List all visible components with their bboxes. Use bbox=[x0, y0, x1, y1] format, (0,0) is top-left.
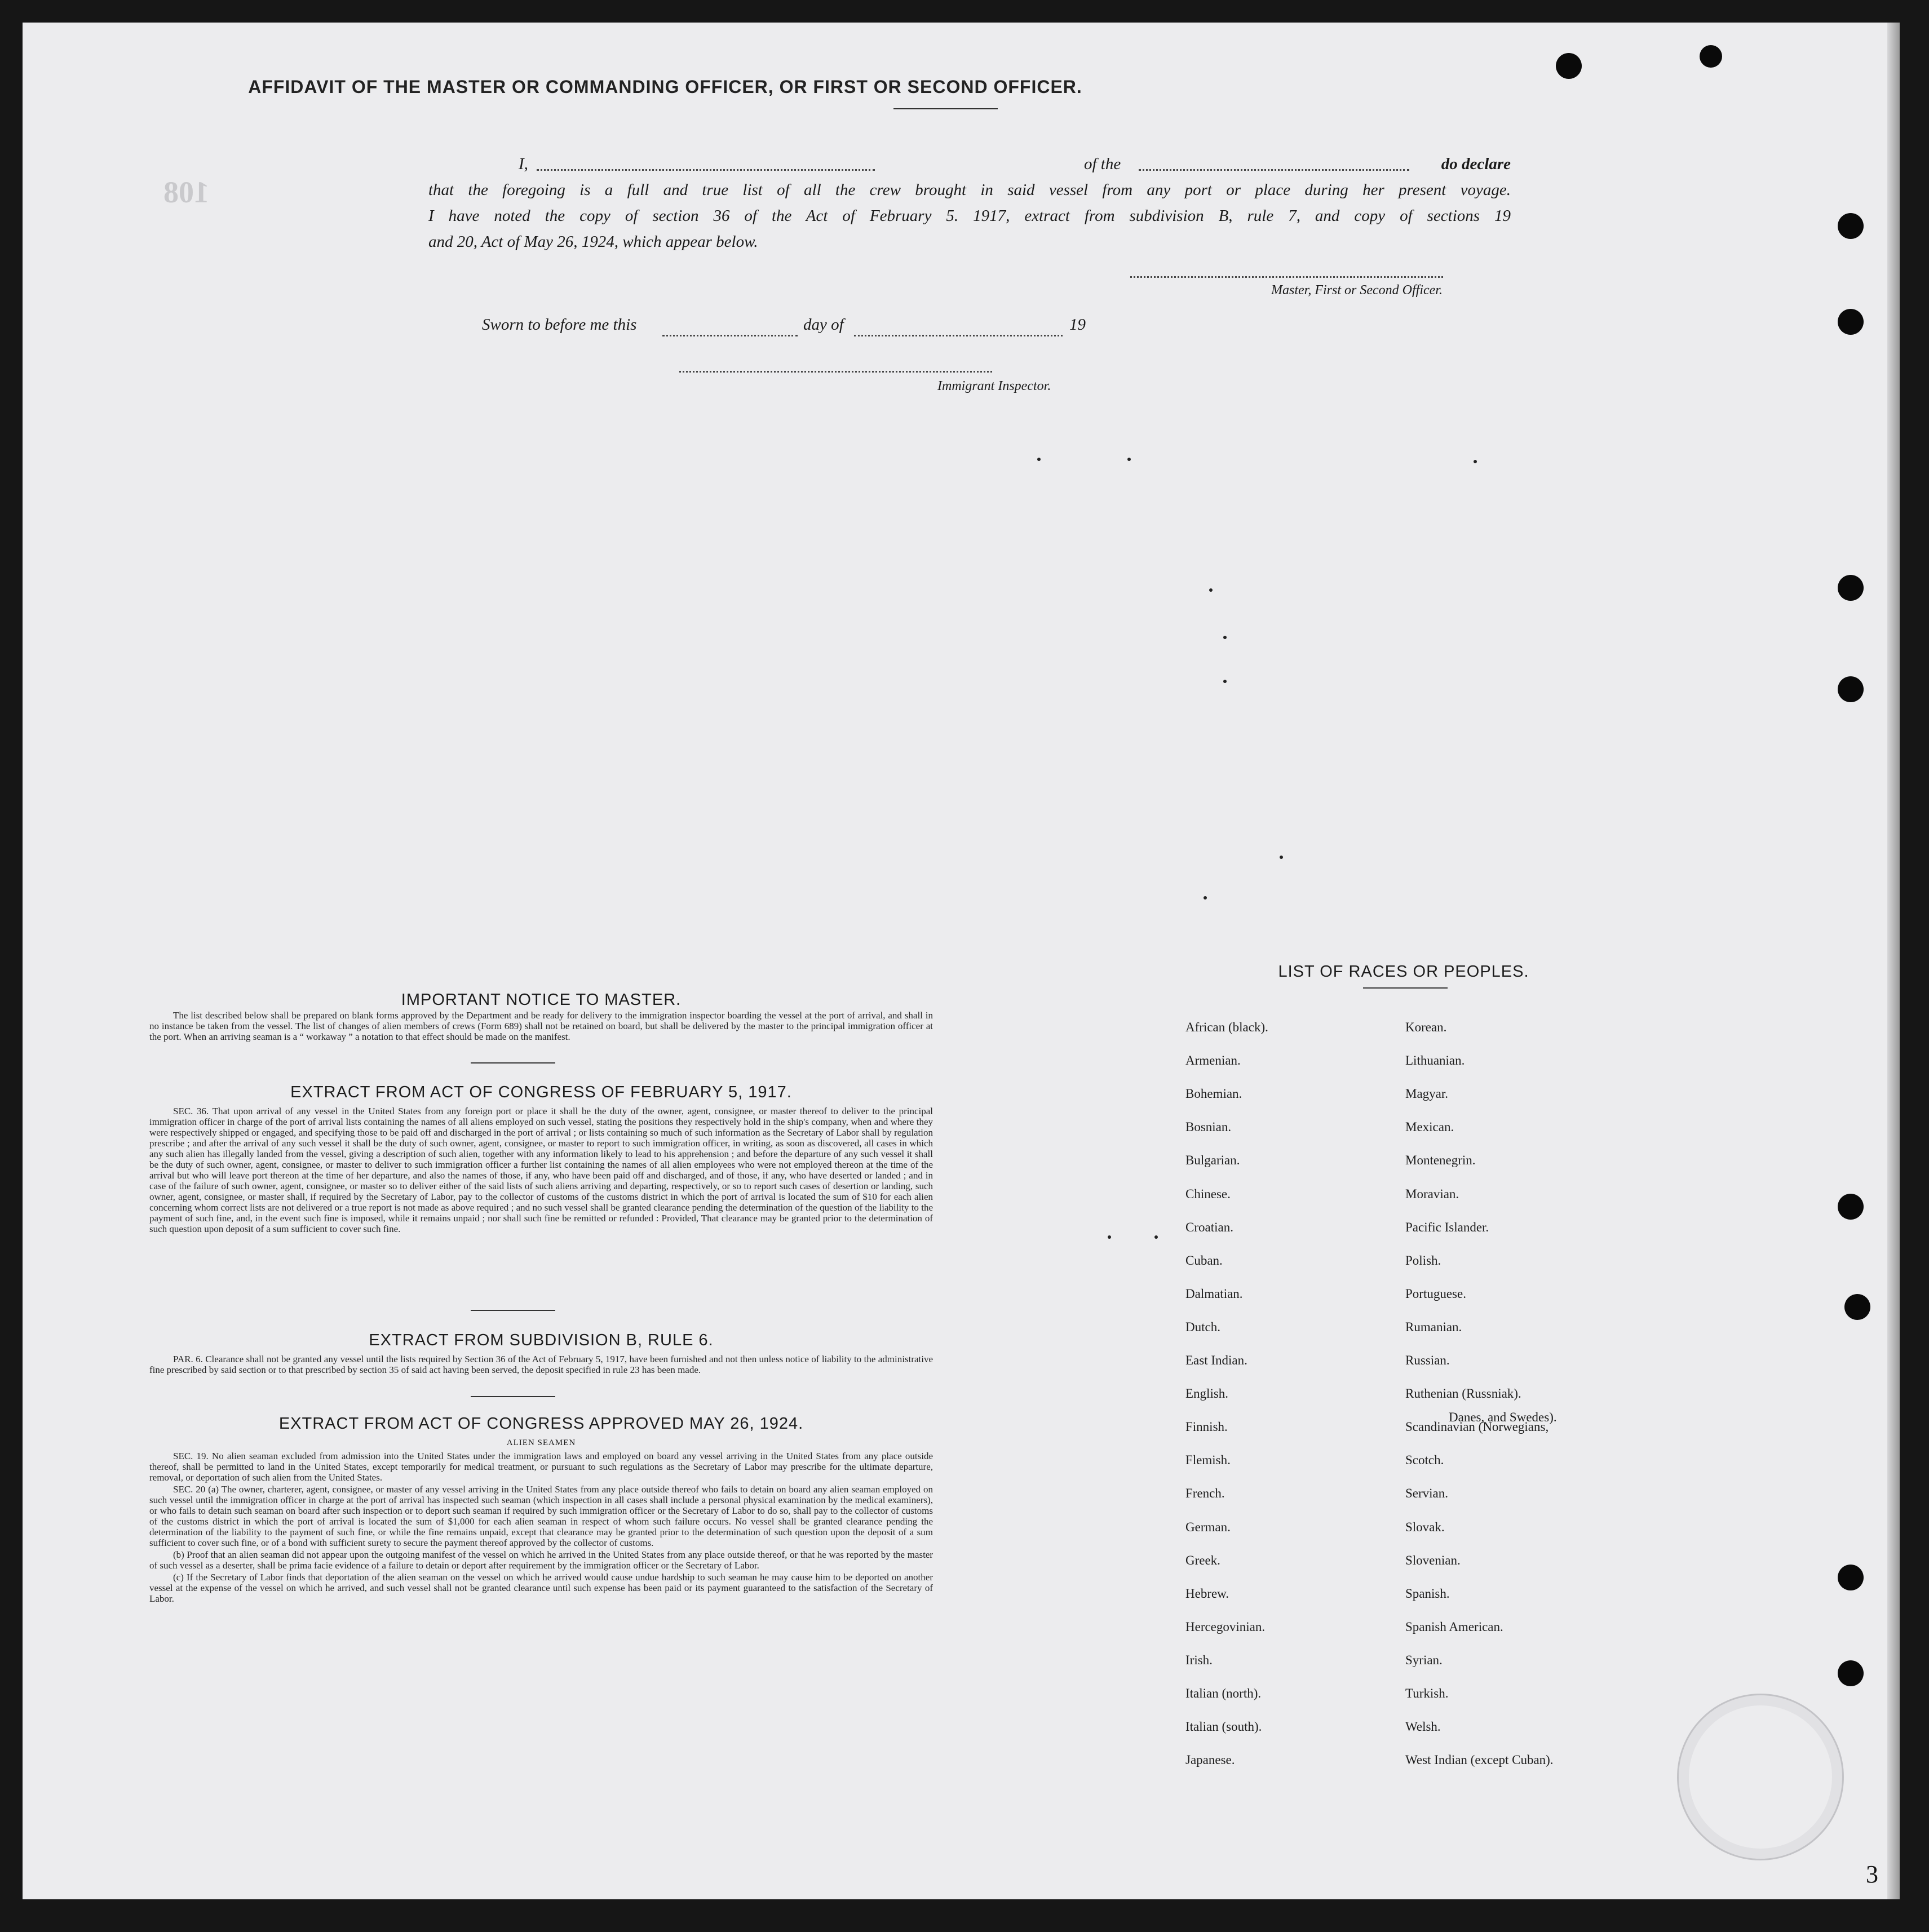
race-right-item: Slovenian. bbox=[1405, 1553, 1461, 1567]
sec20a-paragraph: SEC. 20 (a) The owner, charterer, agent, consignee, or master of any vessel arriving in the United States from any place outside thereof who fails to detain on board any alien seaman employed on such vessel until the immigration officer in charge at the port of arrival has inspected such seaman (which inspection in all cases shall include a personal physical examination by the medical examiners), or who fails to detain such seaman on board after such inspection or to deport such seaman if required by such immigration officer or the Secretary of Labor to do so, shall pay to the collector of customs of the customs district in which the port of arrival is located the sum of $1,000 for each alien seaman in respect of whom such failure occurs. No vessel shall be granted clearance pending the determination of the liability to the payment of such fine, or while the fine remains unpaid, except that clearance may be granted prior to the determination of such question upon the deposit of a sum sufficient to cover such fine, or of a bond with sufficient surety to secure the payment thereof approved by the collector of customs. bbox=[149, 1484, 933, 1548]
race-left-item: Cuban. bbox=[1185, 1253, 1223, 1268]
notice-text bbox=[149, 1010, 933, 1043]
bleed-through-number: 108 bbox=[163, 175, 209, 209]
race-left-item: French. bbox=[1185, 1486, 1225, 1501]
punch-hole bbox=[1556, 53, 1582, 79]
sworn-month-blank bbox=[854, 335, 1063, 336]
punch-hole bbox=[1838, 309, 1864, 335]
race-right-item: Servian. bbox=[1405, 1486, 1449, 1501]
speck bbox=[1037, 458, 1041, 461]
race-right-item: Korean. bbox=[1405, 1020, 1447, 1034]
speck bbox=[1127, 458, 1131, 461]
sworn-line bbox=[482, 316, 1102, 342]
punch-hole bbox=[1838, 575, 1864, 601]
rule6-rule bbox=[471, 1396, 555, 1397]
affidavit-title: AFFIDAVIT OF THE MASTER OR COMMANDING OFFICER, OR FIRST OR SECOND OFFICER. bbox=[248, 77, 1082, 97]
race-right-item: Polish. bbox=[1405, 1253, 1441, 1268]
race-right-item: Ruthenian (Russniak). bbox=[1405, 1386, 1521, 1401]
rule6-title: EXTRACT FROM SUBDIVISION B, RULE 6. bbox=[369, 1331, 714, 1349]
speck bbox=[1154, 1235, 1158, 1239]
extract-1924-text bbox=[149, 1451, 933, 1605]
punch-hole bbox=[1838, 1194, 1864, 1220]
race-left-item: Finnish. bbox=[1185, 1420, 1228, 1434]
race-left-item: Italian (north). bbox=[1185, 1686, 1262, 1700]
race-right-item: Turkish. bbox=[1405, 1686, 1449, 1700]
master-signature-line bbox=[1130, 276, 1443, 278]
rule6-text bbox=[149, 1354, 933, 1376]
race-left-item: Chinese. bbox=[1185, 1186, 1231, 1201]
vessel-blank bbox=[1139, 169, 1409, 171]
speck bbox=[1204, 896, 1207, 899]
name-blank bbox=[537, 169, 875, 171]
race-left-item: Dutch. bbox=[1185, 1319, 1220, 1334]
notice-title: IMPORTANT NOTICE TO MASTER. bbox=[401, 991, 682, 1009]
master-label: Master, First or Second Officer. bbox=[1271, 283, 1443, 298]
sworn-prefix: Sworn to before me this bbox=[482, 316, 637, 334]
race-right-item: Syrian. bbox=[1405, 1652, 1443, 1667]
speck bbox=[1223, 636, 1227, 639]
punch-hole bbox=[1700, 45, 1722, 68]
inspector-label: Immigrant Inspector. bbox=[937, 379, 1051, 393]
affidavit-i: I, bbox=[519, 155, 528, 173]
races-title-rule bbox=[1363, 987, 1448, 989]
race-left-item: Greek. bbox=[1185, 1553, 1220, 1567]
extract-1924-title: EXTRACT FROM ACT OF CONGRESS APPROVED MAY 26, 1924. bbox=[278, 1415, 804, 1433]
notice-paragraph: The list described below shall be prepared on blank forms approved by the Department and be ready for delivery to the immigration inspector boarding the vessel at the port of arrival, and shall in no instance be taken from the vessel. The list of changes of alien members of crews (Form 689) shall not be retained on board, but shall be delivered by the master to the principal immigration officer at the port. When an arriving seaman is a “ workaway ” a notation to that effect should be made on the manifest. bbox=[149, 1010, 933, 1042]
race-left-item: East Indian. bbox=[1185, 1353, 1247, 1367]
race-right-item: Spanish. bbox=[1405, 1586, 1450, 1601]
notice-rule bbox=[471, 1062, 555, 1064]
extract-1917-title: EXTRACT FROM ACT OF CONGRESS OF FEBRUARY 5, 1917. bbox=[290, 1083, 792, 1101]
races-title: LIST OF RACES OR PEOPLES. bbox=[1278, 963, 1529, 981]
document-page bbox=[23, 23, 1900, 1899]
affidavit-line3: I have noted the copy of section 36 of the Act of February 5. 1917, extract from subdivision B, rule 7, and copy of sections 19 bbox=[428, 207, 1511, 225]
race-right-item: Scandinavian (Norwegians, bbox=[1405, 1420, 1549, 1434]
speck bbox=[1223, 680, 1227, 683]
race-right-item: Welsh. bbox=[1405, 1720, 1441, 1734]
race-right-item: Spanish American. bbox=[1405, 1619, 1503, 1634]
sec20c-paragraph: (c) If the Secretary of Labor finds that deportation of the alien seaman on the vessel on which he arrived would cause undue hardship to such seaman he may cause him to be deported on another vessel at the expense of the vessel on which he arrived, and such vessel shall not be granted clearance until such expense has been paid or its payment guaranteed to the satisfaction of the Secretary of Labor. bbox=[149, 1572, 933, 1604]
punch-hole bbox=[1838, 1565, 1864, 1590]
race-left-item: Armenian. bbox=[1185, 1053, 1241, 1068]
punch-hole bbox=[1838, 676, 1864, 702]
race-left-item: German. bbox=[1185, 1519, 1231, 1534]
race-left-item: Dalmatian. bbox=[1185, 1286, 1243, 1301]
race-right-item: Moravian. bbox=[1405, 1186, 1459, 1201]
speck bbox=[1280, 856, 1283, 859]
rule6-paragraph: PAR. 6. Clearance shall not be granted any vessel until the lists required by Section 36 of the Act of February 5, 1917, have been furnished and not then unless notice of liability to the administrative fine prescribed by said section or to that prescribed by section 35 of said act having been served, the deposit specified in rule 23 has been made. bbox=[149, 1354, 933, 1375]
race-right-item: West Indian (except Cuban). bbox=[1405, 1753, 1554, 1767]
sworn-day-of: day of bbox=[803, 316, 844, 334]
race-scandinavian-line2: Danes, and Swedes). bbox=[1449, 1410, 1557, 1424]
punch-hole bbox=[1838, 213, 1864, 239]
sworn-day-blank bbox=[662, 335, 798, 336]
sworn-year: 19 bbox=[1069, 316, 1086, 334]
race-left-item: Italian (south). bbox=[1185, 1720, 1262, 1734]
race-right-item: Montenegrin. bbox=[1405, 1153, 1476, 1168]
race-right-item: Portuguese. bbox=[1405, 1286, 1466, 1301]
affidavit-line2: that the foregoing is a full and true list of all the crew brought in said vessel from any port or place during her present voyage. bbox=[428, 181, 1511, 199]
page-number: 3 bbox=[1866, 1860, 1878, 1888]
race-left-item: Bosnian. bbox=[1185, 1120, 1232, 1135]
race-left-item: Bohemian. bbox=[1185, 1087, 1242, 1101]
affidavit-line4: and 20, Act of May 26, 1924, which appear below. bbox=[428, 233, 758, 251]
race-right-item: Rumanian. bbox=[1405, 1319, 1462, 1334]
race-right-item: Pacific Islander. bbox=[1405, 1220, 1489, 1234]
extract-1917-rule bbox=[471, 1310, 555, 1311]
race-left-item: Bulgarian. bbox=[1185, 1153, 1240, 1168]
speck bbox=[1209, 588, 1213, 592]
race-left-item: Hebrew. bbox=[1185, 1586, 1229, 1601]
affidavit-body bbox=[428, 151, 1511, 255]
race-left-item: Irish. bbox=[1185, 1652, 1213, 1667]
archive-stamp bbox=[1677, 1694, 1844, 1860]
affidavit-title-rule bbox=[893, 108, 998, 109]
race-right-item: Magyar. bbox=[1405, 1087, 1449, 1101]
affidavit-declare: do declare bbox=[1441, 155, 1511, 173]
alien-seamen-subtitle: ALIEN SEAMEN bbox=[506, 1438, 576, 1447]
race-left-item: English. bbox=[1185, 1386, 1229, 1401]
race-left-item: Flemish. bbox=[1185, 1453, 1231, 1468]
race-right-item: Lithuanian. bbox=[1405, 1053, 1465, 1068]
race-right-item: Russian. bbox=[1405, 1353, 1450, 1367]
speck bbox=[1108, 1235, 1111, 1239]
page-edge-shadow bbox=[1887, 23, 1900, 1899]
speck bbox=[1474, 460, 1477, 463]
section-36-paragraph: SEC. 36. That upon arrival of any vessel in the United States from any foreign port or place it shall be the duty of the owner, agent, consignee, or master thereof to deliver to the principal immigration officer in charge of the port of arrival lists containing the names of all aliens employed on such vessel, stating the positions they respectively hold in the ship's company, when and where they were respectively shipped or engaged, and specifying those to be paid off and discharged in the port of arrival ; or lists containing so much of such information as the Secretary of Labor shall by regulation prescribe ; and after the arrival of any such vessel it shall be the duty of such owner, agent, consignee, or master to report to such immigration officer, in writing, as soon as discovered, all cases in which any such alien has illegally landed from the vessel, giving a description of such alien, together with any information likely to lead to his apprehension ; and before the departure of any such vessel it shall be the duty of such owner, agent, consignee, or master to deliver to such immigration officer a further list containing the names of all alien employees who were not employed thereon at the time of the arrival but who will leave port thereon at the time of her departure, and also the names of those, if any, who have been paid off and discharged, and of those, if any, who have deserted or landed ; and in case of the failure of such owner, agent, consignee, or master so to deliver either of the said lists of such aliens arriving and departing, respectively, or so to report such cases of desertion or landing, such owner, agent, consignee, or master shall, if required by the Secretary of Labor, pay to the collector of customs of the customs district in which the port of arrival is located the sum of $10 for each alien concerning whom correct lists are not delivered or a true report is not made as above required ; and no such vessel shall be granted clearance pending the determination of the question of the liability to the payment of such fine, and, in the event such fine is imposed, while it remains unpaid ; nor shall such fine be remitted or refunded : Provided, That clearance may be granted prior to the determination of such question upon deposit of a sum sufficient to cover such fine. bbox=[149, 1106, 933, 1234]
race-left-item: Japanese. bbox=[1185, 1753, 1235, 1767]
punch-hole bbox=[1838, 1660, 1864, 1686]
race-right-item: Mexican. bbox=[1405, 1120, 1454, 1135]
inspector-signature-line bbox=[679, 371, 992, 373]
extract-1917-text bbox=[149, 1106, 933, 1235]
race-left-item: African (black). bbox=[1185, 1020, 1268, 1034]
affidavit-of-the: of the bbox=[1084, 155, 1121, 173]
sec19-paragraph: SEC. 19. No alien seaman excluded from admission into the United States under the immigration laws and employed on board any vessel arriving in the United States from any place outside thereof, shall be permitted to land in the United States, except temporarily for medical treatment, or pursuant to such regulations as the Secretary of Labor may prescribe for the ultimate departure, removal, or deportation of such alien from the United States. bbox=[149, 1451, 933, 1483]
race-left-item: Hercegovinian. bbox=[1185, 1619, 1266, 1634]
sec20b-paragraph: (b) Proof that an alien seaman did not appear upon the outgoing manifest of the vessel on which he arrived in the United States from any place outside thereof, or that he was reported by the master of such vessel as a deserter, shall be prima facie evidence of a failure to detain or deport after requirement by the immigration officer or the Secretary of Labor. bbox=[149, 1549, 933, 1571]
race-left-item: Croatian. bbox=[1185, 1220, 1233, 1234]
punch-hole bbox=[1844, 1294, 1870, 1320]
race-right-item: Slovak. bbox=[1405, 1519, 1445, 1534]
race-right-item: Scotch. bbox=[1405, 1453, 1444, 1468]
